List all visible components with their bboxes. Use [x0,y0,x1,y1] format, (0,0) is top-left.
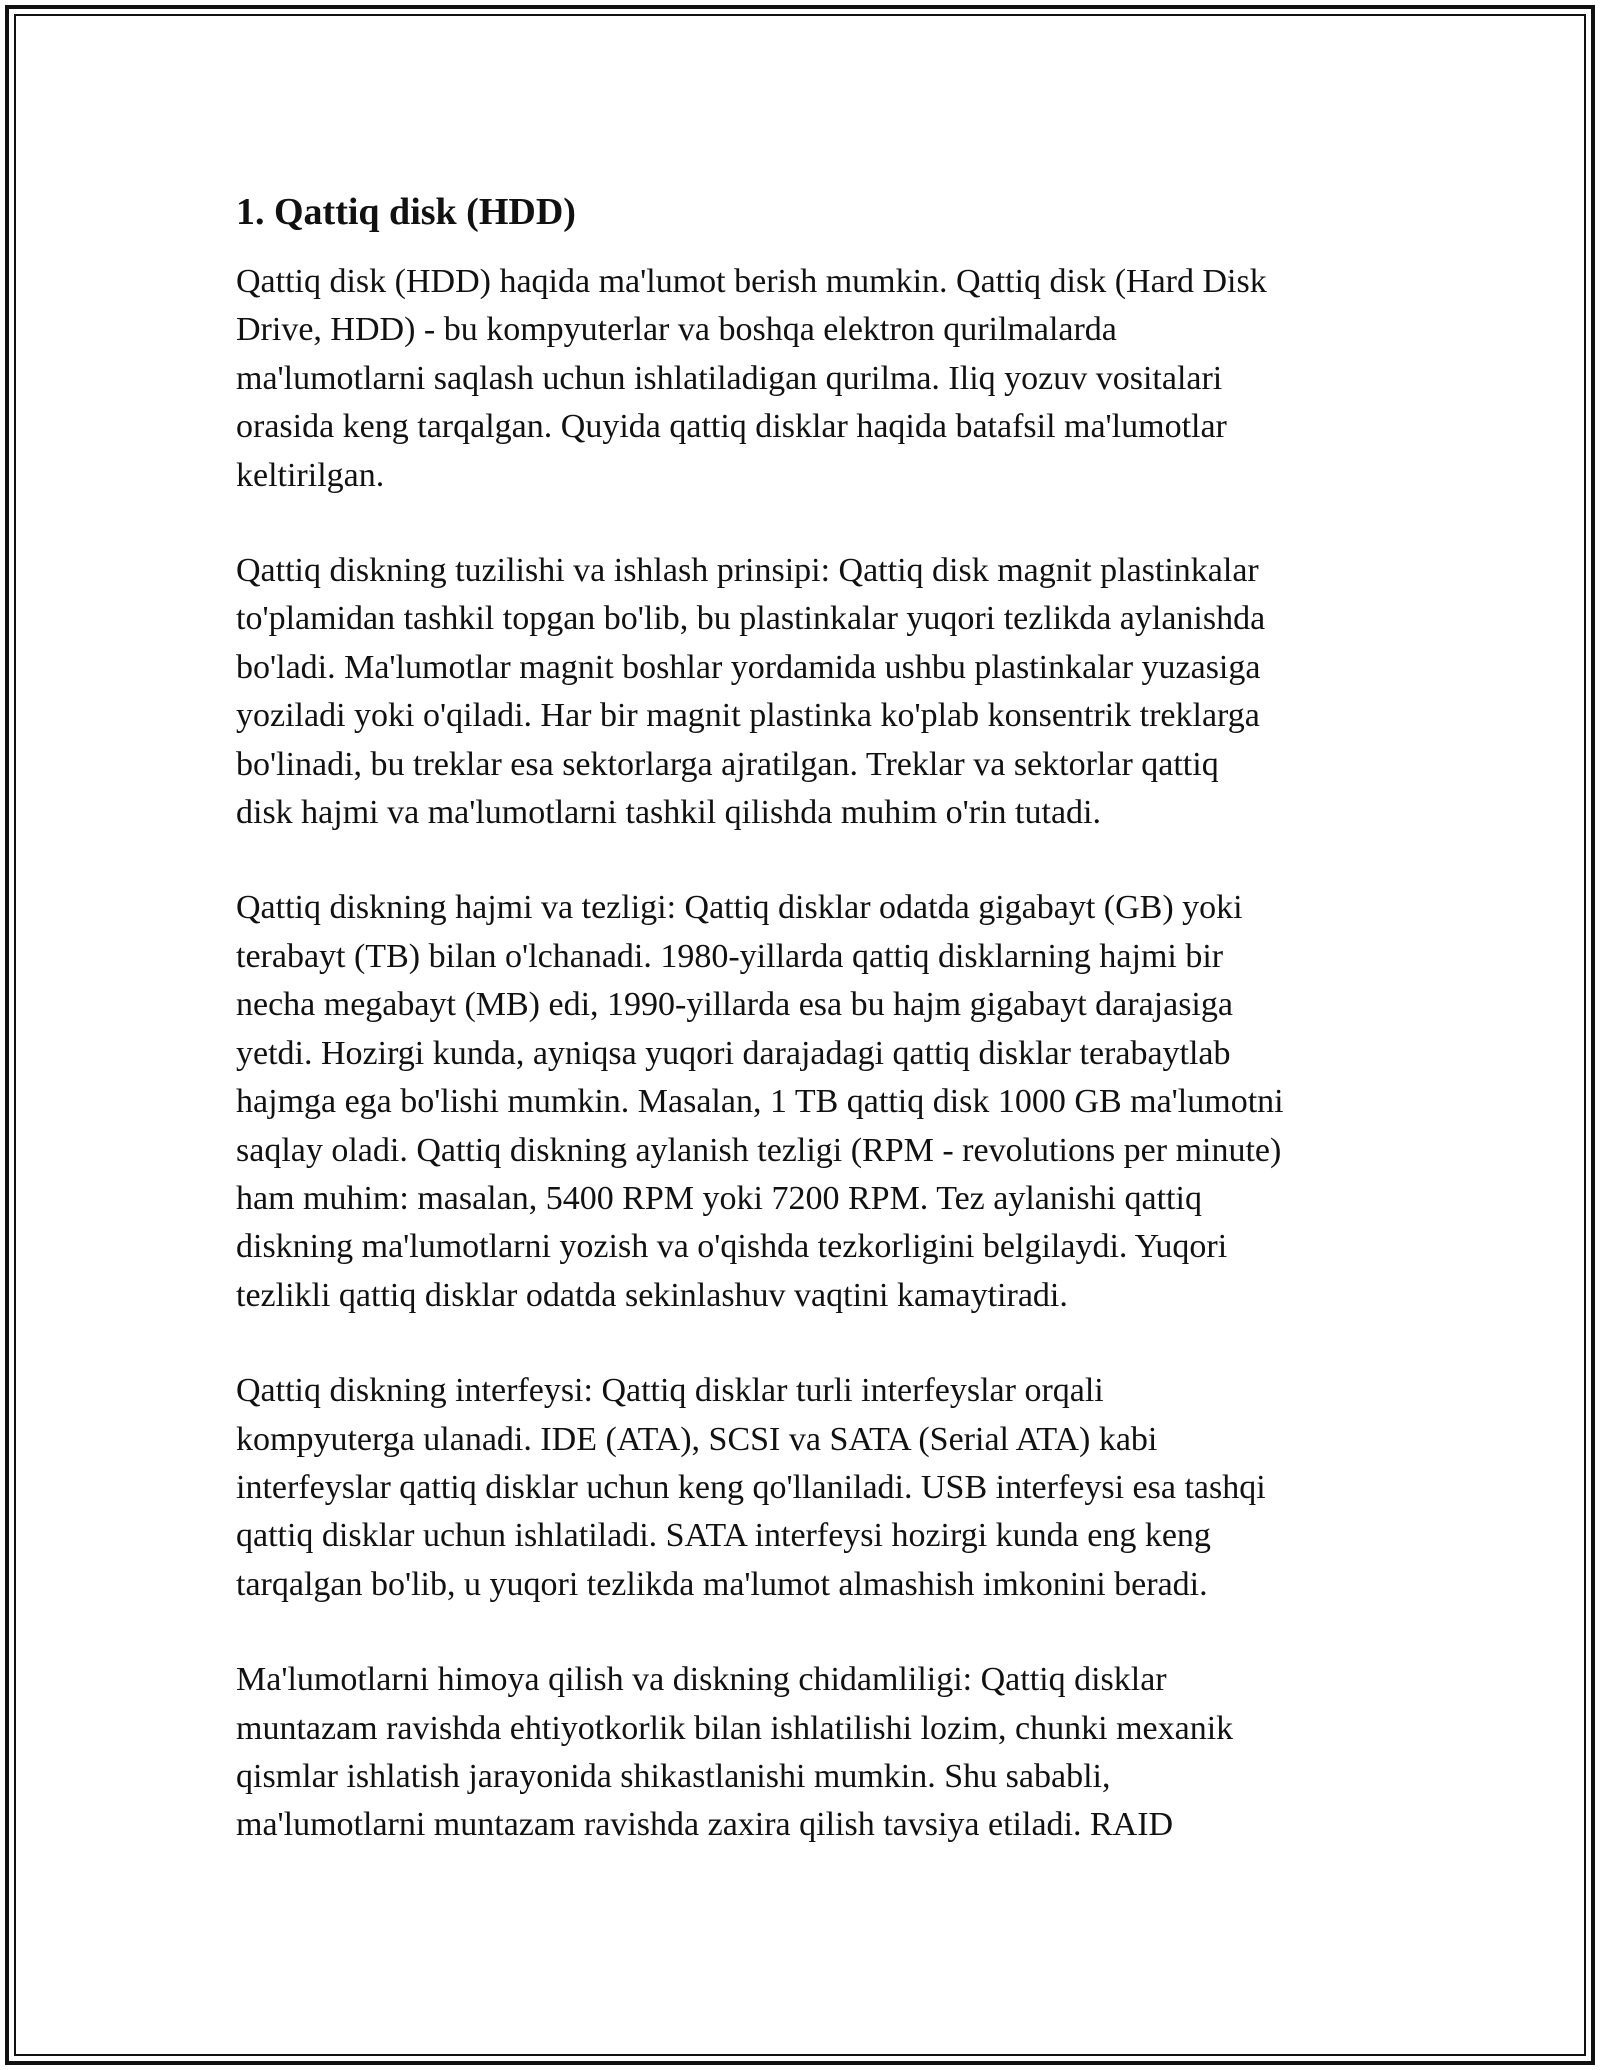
text-line: ma'lumotlarni saqlash uchun ishlatiladigan qurilma. Iliq yozuv vositalari [236,359,1223,397]
paragraph-interface [236,1367,1376,1609]
text-line: qismlar ishlatish jarayonida shikastlanishi mumkin. Shu sababli, [236,1757,1111,1795]
text-line: Qattiq diskning interfeysi: Qattiq disklar turli interfeyslar orqali [236,1372,1104,1410]
text-line: Qattiq diskning tuzilishi va ishlash prinsipi: Qattiq disk magnit plastinkalar [236,552,1259,590]
text-line: diskning ma'lumotlarni yozish va o'qishda tezkorligini belgilaydi. Yuqori [236,1228,1228,1266]
text-line: Qattiq disk (HDD) haqida ma'lumot berish mumkin. Qattiq disk (Hard Disk [236,263,1267,300]
text-line: orasida keng tarqalgan. Quyida qattiq disklar haqida batafsil ma'lumotlar [236,408,1227,446]
paragraph-structure [236,547,1376,837]
text-line: yetdi. Hozirgi kunda, ayniqsa yuqori darajadagi qattiq disklar terabaytlab [236,1034,1231,1072]
text-line: ham muhim: masalan, 5400 RPM yoki 7200 RPM. Tez aylanishi qattiq [236,1179,1202,1217]
text-line: qattiq disklar uchun ishlatiladi. SATA interfeysi hozirgi kunda eng keng [236,1517,1211,1555]
text-line: Qattiq diskning hajmi va tezligi: Qattiq disklar odatda gigabayt (GB) yoki [236,889,1243,927]
text-line: kompyuterga ulanadi. IDE (ATA), SCSI va SATA (Serial ATA) kabi [236,1420,1158,1458]
text-line: to'plamidan tashkil topgan bo'lib, bu plastinkalar yuqori tezlikda aylanishda [236,600,1266,638]
paragraph-data-protection [236,1656,1376,1850]
text-line: Ma'lumotlarni himoya qilish va diskning chidamliligi: Qattiq disklar [236,1661,1167,1699]
text-line: bo'ladi. Ma'lumotlar magnit boshlar yordamida ushbu plastinkalar yuzasiga [236,648,1261,686]
text-line: necha megabayt (MB) edi, 1990-yillarda esa bu hajm gigabayt darajasiga [236,986,1233,1024]
text-line: tarqalgan bo'lib, u yuqori tezlikda ma'lumot almashish imkonini beradi. [236,1565,1208,1603]
text-line: bo'linadi, bu treklar esa sektorlarga ajratilgan. Treklar va sektorlar qattiq [236,745,1219,783]
text-line: ma'lumotlarni muntazam ravishda zaxira qilish tavsiya etiladi. RAID [236,1806,1174,1844]
text-line: yoziladi yoki o'qiladi. Har bir magnit plastinka ko'plab konsentrik treklarga [236,697,1260,735]
text-line: Drive, HDD) - bu kompyuterlar va boshqa elektron qurilmalarda [236,311,1117,349]
text-line: keltirilgan. [236,456,385,494]
text-line: terabayt (TB) bilan o'lchanadi. 1980-yillarda qattiq disklarning hajmi bir [236,937,1224,975]
text-line: tezlikli qattiq disklar odatda sekinlashuv vaqtini kamaytiradi. [236,1276,1068,1314]
section-heading: 1. Qattiq disk (HDD) [236,191,576,233]
document-body [236,186,1376,1897]
text-line: interfeyslar qattiq disklar uchun keng qo'llaniladi. USB interfeysi esa tashqi [236,1468,1266,1506]
text-line: hajmga ega bo'lishi mumkin. Masalan, 1 TB qattiq disk 1000 GB ma'lumotni [236,1083,1284,1121]
paragraph-capacity-speed [236,884,1376,1320]
paragraph-intro [236,258,1376,500]
text-line: disk hajmi va ma'lumotlarni tashkil qilishda muhim o'rin tutadi. [236,794,1101,832]
text-line: muntazam ravishda ehtiyotkorlik bilan ishlatilishi lozim, chunki mexanik [236,1709,1234,1747]
text-line: saqlay oladi. Qattiq diskning aylanish tezligi (RPM - revolutions per minute) [236,1131,1282,1169]
